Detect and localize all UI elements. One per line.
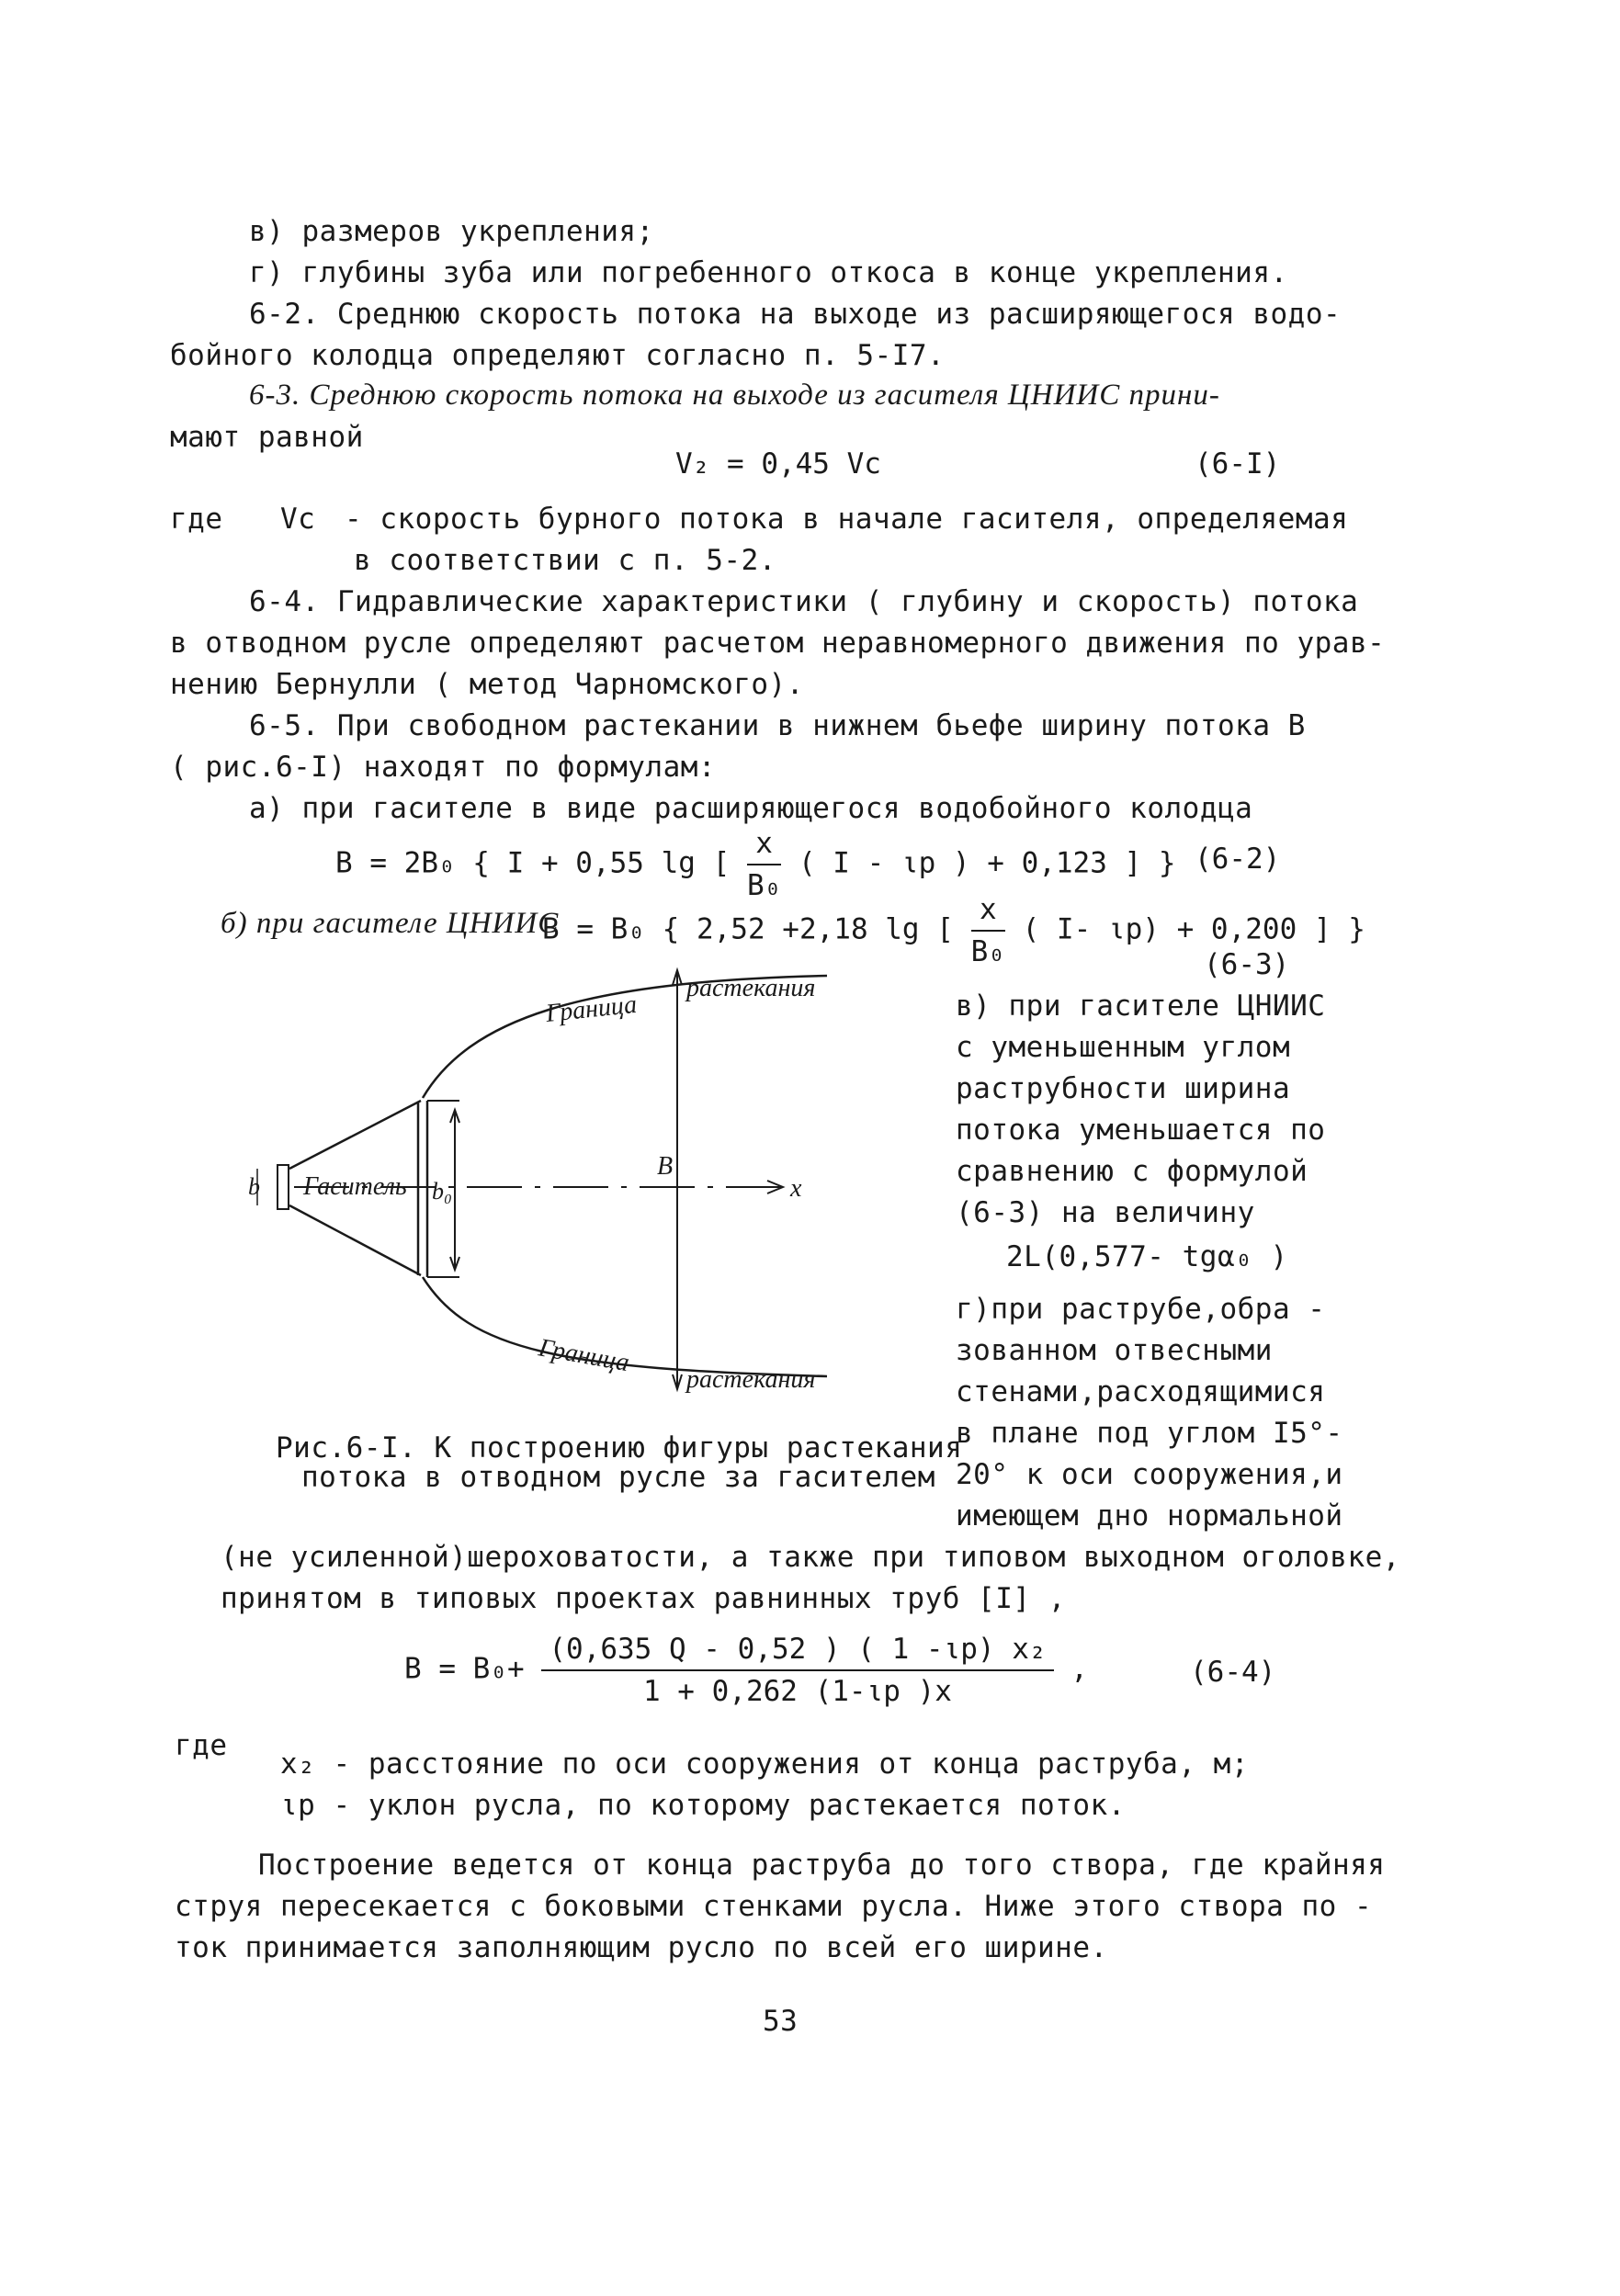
label-b0: b₀ [432,1178,453,1205]
equation-number: (6-3) [1204,948,1290,981]
fraction [971,891,1005,970]
equation-part: B = B₀+ [404,1652,525,1686]
label-B: B [657,1152,674,1181]
text-line: ιp - уклон русла, по которому растекается поток. [280,1789,1126,1822]
text-line: струя пересекается с боковыми стенками русла. Ниже этого створа по - [175,1890,1373,1923]
equation-6-1: V₂ = 0,45 Vc [675,447,881,481]
text-line: ( рис.6-I) находят по формулам: [170,751,717,784]
equation-part: B = 2B₀ { I + 0,55 lg [ [335,846,731,880]
equation-6-4 [404,1631,1088,1710]
where-label: где [170,503,223,536]
label-gasitel: Гаситель [303,1172,407,1201]
text-line: нению Бернулли ( метод Чарномского). [170,668,804,701]
text-line: - скорость бурного потока в начале гасителя, определяемая [345,503,1349,536]
page-number: 53 [763,2005,799,2038]
text-line: с уменьшенным углом [956,1031,1291,1064]
text-line: потока уменьшается по [956,1114,1326,1147]
equation-number: (6-4) [1190,1656,1276,1689]
text-line: 6-5. При свободном растекании в нижнем бьефе ширину потока В [249,709,1306,742]
text-line: в) при гасителе ЦНИИС [956,990,1326,1023]
variable-vc: Vc [280,503,316,536]
where-label: где [175,1729,228,1762]
text-line: в отводном русле определяют расчетом неравномерного движения по урав- [170,627,1386,660]
text-line: (не усиленной)шероховатости, а также при типовом выходном оголовке, [221,1541,1400,1574]
text-line: (6-3) на величину [956,1196,1255,1229]
text-line: раструбности ширина [956,1072,1291,1105]
numerator: x [971,891,1005,932]
equation-number: (6-2) [1195,843,1281,876]
equation-part: ( I - ιp ) + 0,123 ] } [798,846,1176,880]
cone-top-line [289,1101,421,1169]
text-line: мают равной [170,421,364,454]
denominator: 1 + 0,262 (1-ιp )x [642,1675,952,1708]
label-spreading: растекания [686,974,816,1002]
label-x: x [790,1174,802,1203]
text-line: 6-4. Гидравлические характеристики ( глубину и скорость) потока [249,585,1359,618]
text-line: ток принимается заполняющим русло по всей его ширине. [175,1931,1108,1964]
label-spreading: растекания [686,1365,816,1394]
figure-caption: потока в отводном русле за гасителем [301,1461,935,1494]
text-line: в плане под углом I5°- [956,1417,1343,1450]
equation-number: (6-I) [1195,447,1281,481]
text-line: принятом в типовых проектах равнинных труб [I] , [221,1582,1066,1615]
text-line: 20° к оси сооружения,и [956,1458,1343,1491]
text-line: 6-3. Среднюю скорость потока на выходе из гасителя ЦНИИС прини- [249,379,1220,412]
text-line: стенами,расходящимися [956,1375,1326,1408]
text-line: в соответствии с п. 5-2. [354,544,776,577]
numerator: x [747,825,781,865]
cone-bottom-line [289,1205,421,1275]
text-line: x₂ - расстояние по оси сооружения от конца раструба, м; [280,1747,1249,1781]
label-boundary: Граница [536,1333,632,1378]
fraction [541,1631,1053,1710]
text-line: г)при раструбе,обра - [956,1293,1326,1326]
text-line: бойного колодца определяют согласно п. 5-I7. [170,339,946,372]
denominator: B₀ [746,869,782,902]
figure-spreading [230,965,928,1424]
text-line: зованном отвесными [956,1334,1273,1367]
text-line: сравнению с формулой [956,1155,1308,1188]
denominator: B₀ [970,935,1005,968]
text-line: г) глубины зуба или погребенного откоса в конце укрепления. [249,256,1288,289]
label-b: b [248,1173,260,1200]
label-boundary: Граница [544,990,639,1028]
equation-part: B = B₀ { 2,52 +2,18 lg [ [542,912,954,946]
text-line: имеющем дно нормальной [956,1499,1343,1533]
figure-caption: Рис.6-I. К построению фигуры растекания [276,1431,963,1465]
entrance-box [278,1165,289,1209]
equation-part: , [1071,1652,1088,1686]
text-line: а) при гасителе в виде расширяющегося водобойного колодца [249,792,1253,825]
text-line: 6-2. Среднюю скорость потока на выходе из расширяющегося водо- [249,298,1342,331]
numerator: (0,635 Q - 0,52 ) ( 1 -ιp) x₂ [541,1631,1053,1671]
text-line: б) при гасителе ЦНИИС [221,907,560,940]
equation-part: ( I- ιp) + 0,200 ] } [1022,912,1365,946]
text-line: 2L(0,577- tgα₀ ) [1006,1240,1288,1273]
text-line: Построение ведется от конца раструба до того створа, где крайняя [258,1849,1386,1882]
text-line: в) размеров укрепления; [249,215,654,248]
